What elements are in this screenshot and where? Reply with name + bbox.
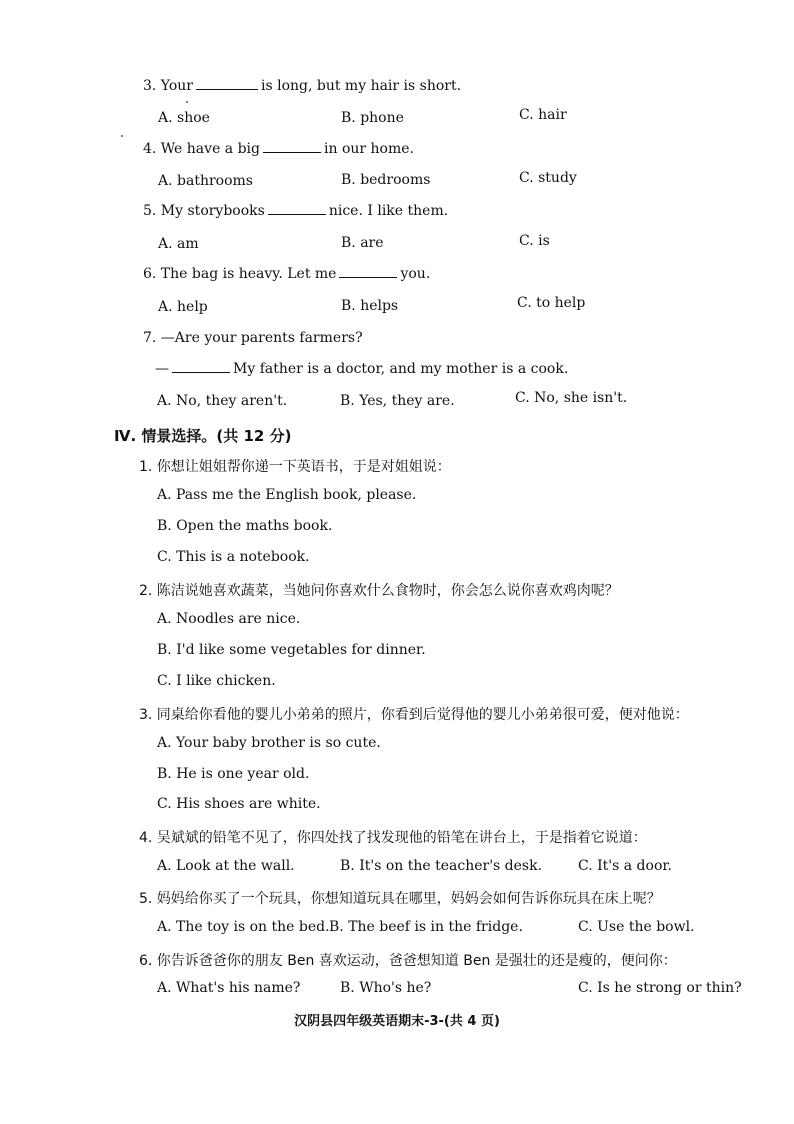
question-3	[143, 78, 461, 94]
question-text: 4. We have a big	[143, 141, 260, 157]
option-a: A. Pass me the English book, please.	[157, 487, 417, 503]
situation-question-2: 2. 陈洁说她喜欢蔬菜，当她问你喜欢什么食物时，你会怎么说你喜欢鸡肉呢？	[139, 583, 619, 599]
question-text: you.	[400, 266, 431, 282]
situation-question-6: 6. 你告诉爸爸你的朋友 Ben 喜欢运动，爸爸想知道 Ben 是强壮的还是瘦的，便问你：	[139, 953, 677, 969]
question-4	[143, 141, 414, 157]
scan-speck	[186, 101, 188, 103]
section-heading: Ⅳ. 情景选择。(共 12 分)	[114, 427, 292, 445]
option-c: C. Is he strong or thin?	[578, 980, 742, 996]
option-c: C. It's a door.	[578, 858, 672, 874]
option-b: B. I'd like some vegetables for dinner.	[157, 642, 426, 658]
option-c: C. No, she isn't.	[515, 390, 628, 406]
option-c: C. study	[519, 170, 577, 186]
option-a: A. Your baby brother is so cute.	[157, 735, 381, 751]
option-b: B. bedrooms	[341, 172, 431, 188]
option-a: A. Look at the wall.	[157, 858, 295, 874]
situation-question-3: 3. 同桌给你看他的婴儿小弟弟的照片，你看到后觉得他的婴儿小弟弟很可爱，便对他说：	[139, 707, 689, 723]
option-b: B. Who's he?	[340, 980, 432, 996]
answer-blank	[172, 371, 230, 373]
answer-blank	[196, 88, 258, 90]
question-6	[143, 266, 430, 282]
option-c: C. is	[519, 233, 550, 249]
option-c: C. to help	[517, 295, 586, 311]
option-b: B. phone	[341, 110, 404, 126]
option-a: A. am	[158, 236, 199, 252]
option-c: C. I like chicken.	[157, 673, 276, 689]
scan-speck	[121, 135, 123, 137]
question-text: 3. Your	[143, 78, 193, 94]
option-b: B. Yes, they are.	[340, 393, 455, 409]
question-text: 6. The bag is heavy. Let me	[143, 266, 337, 282]
answer-blank	[263, 151, 321, 153]
question-text: 5. My storybooks	[143, 203, 265, 219]
option-a: A. The toy is on the bed.	[157, 919, 330, 935]
option-b: B. He is one year old.	[157, 766, 310, 782]
question-text: in our home.	[324, 141, 414, 157]
option-c: C. This is a notebook.	[157, 549, 310, 565]
option-b: B. It's on the teacher's desk.	[340, 858, 543, 874]
option-c: C. Use the bowl.	[578, 919, 695, 935]
answer-blank	[339, 276, 397, 278]
option-b: B. are	[341, 235, 384, 251]
option-c: C. His shoes are white.	[157, 796, 321, 812]
option-b: B. helps	[341, 298, 399, 314]
question-text: nice. I like them.	[328, 203, 449, 219]
option-a: A. No, they aren't.	[157, 393, 288, 409]
option-b: B. Open the maths book.	[157, 518, 333, 534]
situation-question-4: 4. 吴斌斌的铅笔不见了，你四处找了找发现他的铅笔在讲台上，于是指着它说道：	[139, 830, 647, 846]
question-text: —	[155, 361, 169, 377]
option-a: A. What's his name?	[157, 980, 301, 996]
option-b: B. The beef is in the fridge.	[329, 919, 523, 935]
question-text: is long, but my hair is short.	[260, 78, 462, 94]
question-7: 7. —Are your parents farmers?	[143, 330, 363, 346]
situation-question-5: 5. 妈妈给你买了一个玩具，你想知道玩具在哪里，妈妈会如何告诉你玩具在床上呢？	[139, 891, 661, 907]
option-c: C. hair	[519, 107, 567, 123]
page-footer: 汉阴县四年级英语期末-3-(共 4 页)	[294, 1014, 500, 1029]
question-text: My father is a doctor, and my mother is a cook.	[233, 361, 569, 377]
question-5	[143, 203, 448, 219]
situation-question-1: 1. 你想让姐姐帮你递一下英语书，于是对姐姐说：	[139, 459, 451, 475]
option-a: A. bathrooms	[158, 173, 253, 189]
option-a: A. Noodles are nice.	[157, 611, 301, 627]
option-a: A. help	[158, 299, 208, 315]
question-7-reply	[155, 361, 568, 377]
answer-blank	[268, 213, 326, 215]
option-a: A. shoe	[158, 110, 210, 126]
